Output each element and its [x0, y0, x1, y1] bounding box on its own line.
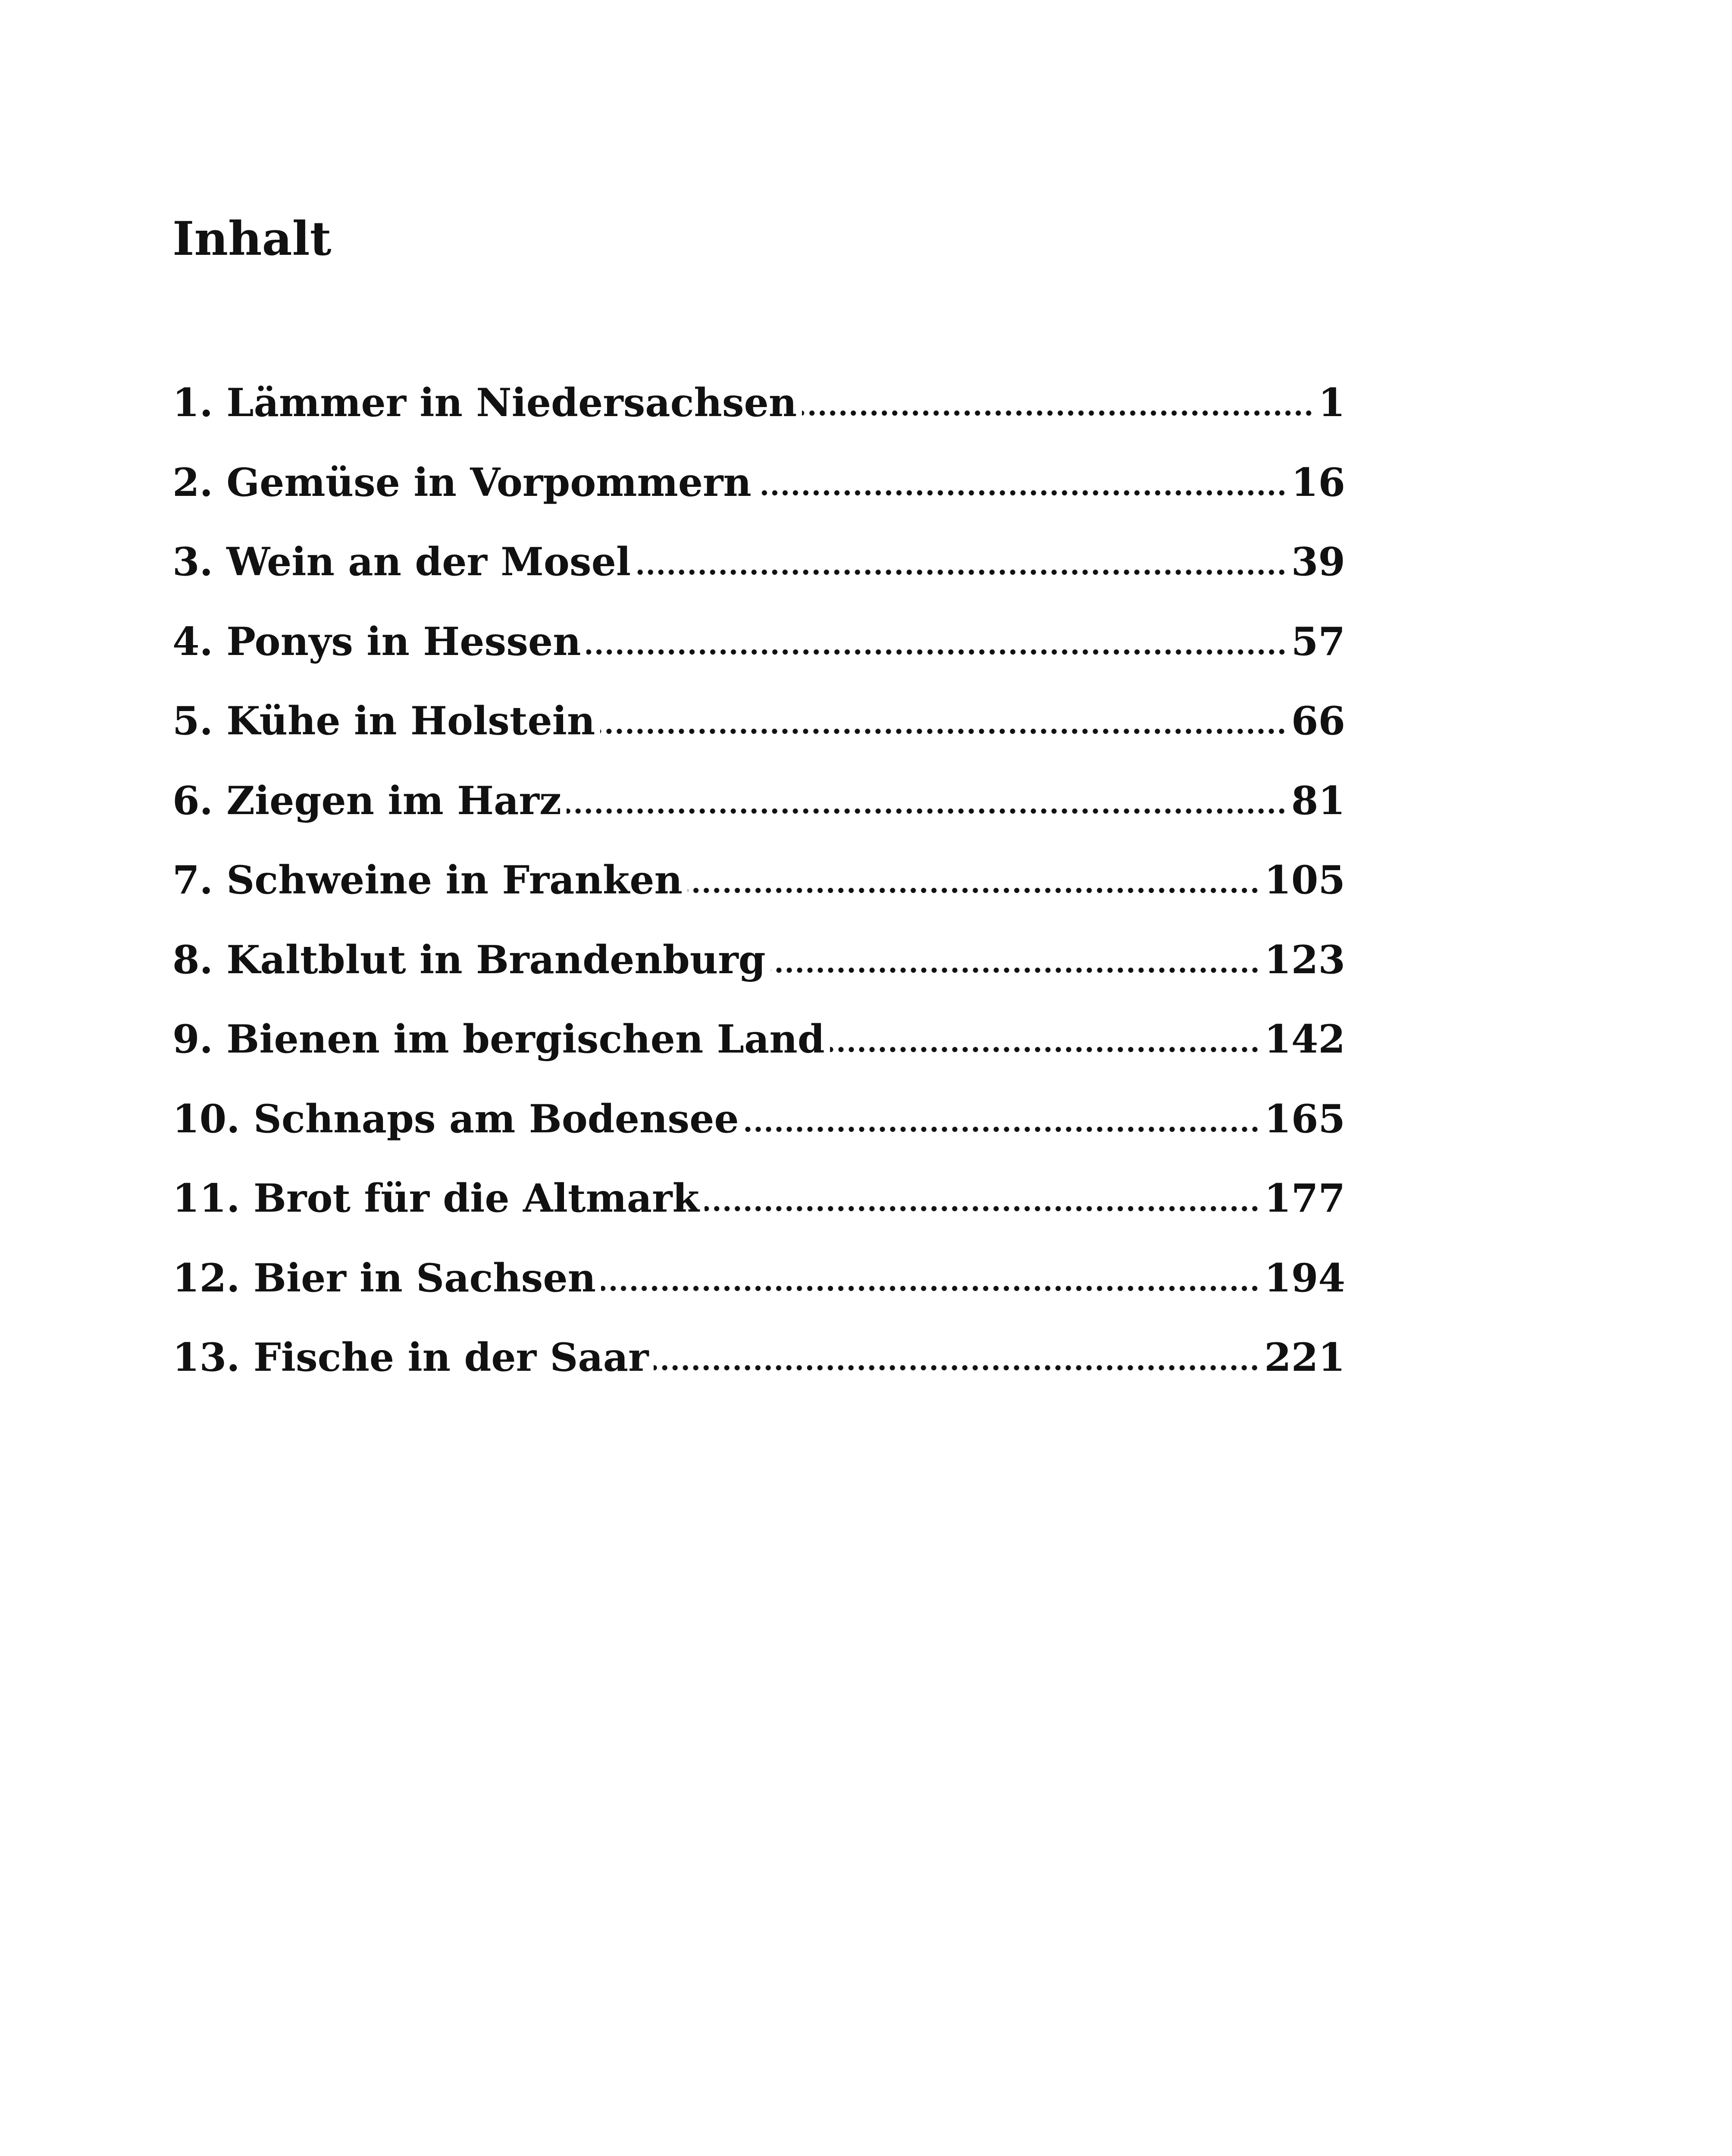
toc-dot-leader — [757, 490, 1287, 496]
toc-entry-page: 105 — [1264, 857, 1345, 903]
toc-entry-page: 123 — [1264, 937, 1345, 983]
table-of-contents — [172, 379, 1345, 1414]
toc-entry-title: 11. Brot für die Altmark — [172, 1175, 699, 1221]
toc-dot-leader — [601, 1285, 1260, 1291]
toc-entry-title: 7. Schweine in Franken — [172, 857, 683, 903]
toc-dot-leader — [636, 569, 1287, 575]
toc-entry-title: 3. Wein an der Mosel — [172, 539, 631, 585]
page-title: Inhalt — [172, 212, 332, 266]
toc-dot-leader — [586, 649, 1287, 655]
toc-entry-title: 13. Fische in der Saar — [172, 1335, 649, 1380]
toc-entry-title: 10. Schnaps am Bodensee — [172, 1096, 739, 1142]
toc-dot-leader — [600, 728, 1287, 734]
toc-entry-page: 221 — [1264, 1335, 1345, 1380]
toc-dot-leader — [705, 1206, 1260, 1212]
toc-entry-page: 81 — [1291, 777, 1345, 824]
toc-entry[interactable] — [172, 618, 1345, 698]
toc-entry-page: 16 — [1291, 459, 1345, 505]
toc-entry[interactable] — [172, 379, 1345, 459]
toc-entry[interactable] — [172, 857, 1345, 937]
toc-entry[interactable] — [172, 1096, 1345, 1175]
toc-entry-title: 1. Lämmer in Niedersachsen — [172, 380, 797, 426]
toc-entry[interactable] — [172, 1334, 1345, 1414]
toc-entry[interactable] — [172, 459, 1345, 539]
toc-entry-title: 8. Kaltblut in Brandenburg — [172, 937, 766, 983]
toc-entry-page: 142 — [1264, 1016, 1345, 1062]
toc-entry[interactable] — [172, 1255, 1345, 1335]
toc-entry[interactable] — [172, 1175, 1345, 1255]
toc-entry-title: 4. Ponys in Hessen — [172, 618, 581, 664]
toc-entry[interactable] — [172, 777, 1345, 857]
toc-dot-leader — [830, 1047, 1260, 1053]
toc-entry-page: 57 — [1291, 618, 1345, 664]
toc-dot-leader — [654, 1365, 1260, 1371]
toc-entry[interactable] — [172, 1016, 1345, 1096]
toc-entry-page: 66 — [1291, 698, 1345, 744]
toc-dot-leader — [744, 1126, 1260, 1132]
toc-dot-leader — [567, 808, 1287, 814]
toc-dot-leader — [802, 410, 1314, 416]
toc-entry-title: 5. Kühe in Holstein — [172, 698, 595, 744]
toc-dot-leader — [771, 967, 1260, 973]
toc-entry-title: 12. Bier in Sachsen — [172, 1255, 596, 1301]
toc-entry-title: 9. Bienen im bergischen Land — [172, 1016, 825, 1062]
toc-entry[interactable] — [172, 539, 1345, 618]
toc-entry-page: 165 — [1264, 1096, 1345, 1142]
toc-entry[interactable] — [172, 698, 1345, 777]
toc-entry-title: 2. Gemüse in Vorpommern — [172, 459, 752, 505]
toc-entry-page: 1 — [1318, 380, 1345, 426]
toc-dot-leader — [688, 887, 1260, 893]
toc-entry-title: 6. Ziegen im Harz — [172, 777, 562, 824]
toc-entry-page: 194 — [1264, 1255, 1345, 1301]
toc-entry-page: 39 — [1291, 539, 1345, 585]
toc-entry[interactable] — [172, 937, 1345, 1016]
toc-entry-page: 177 — [1264, 1175, 1345, 1221]
